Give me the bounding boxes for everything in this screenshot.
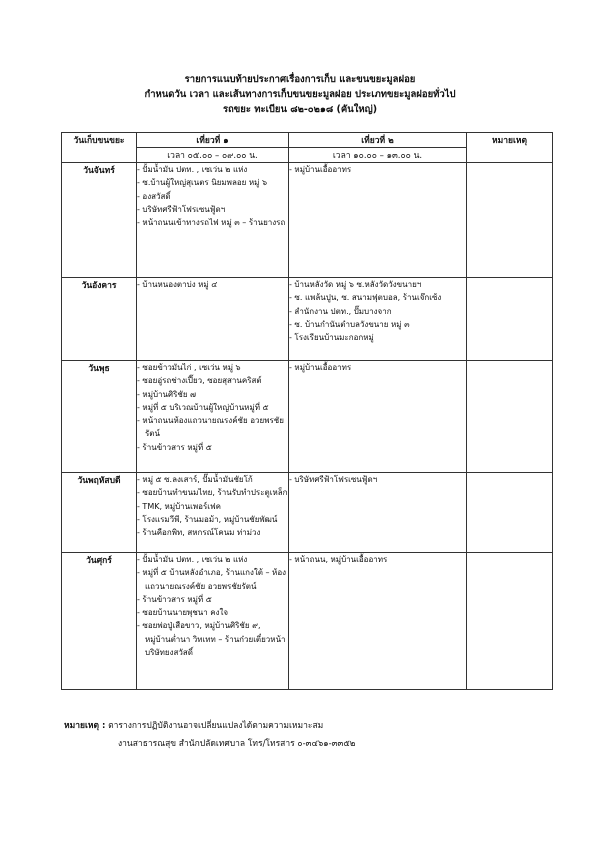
- collection-schedule-table: [61, 132, 553, 690]
- footnote: [64, 717, 355, 753]
- day-cell: วันพุธ: [62, 361, 137, 473]
- list-item: - ปั้มน้ำมัน ปตท. , เซเว่น ๒ แห่ง: [137, 165, 248, 174]
- day-cell: วันอังคาร: [62, 278, 137, 361]
- table-row: [62, 163, 553, 278]
- list-item: - องสวัสดิ์: [137, 191, 171, 201]
- round1-list: [137, 361, 288, 454]
- list-item: - หมู่ที่ ๕ บ้านหลังอำเภอ, ร้านแกงใต้ – ห้องแถวนายณรงค์ชัย อวยพรชัยรัตน์: [137, 568, 287, 591]
- round2-list: [289, 361, 466, 374]
- col-header-round1: เที่ยวที่ ๑: [137, 133, 289, 148]
- table-row: [62, 553, 553, 690]
- list-item: - ร้านข้าวสาร หมู่ที่ ๕: [137, 594, 212, 604]
- list-item: - หน้าถนน, หมู่บ้านเอื้ออาทร: [289, 555, 388, 564]
- round1-cell: [137, 553, 289, 690]
- round2-cell: [289, 278, 467, 361]
- list-item: - บริษัทศรีฟ้าโฟรเซนฟู้ดฯ: [289, 475, 378, 484]
- day-cell: วันจันทร์: [62, 163, 137, 278]
- list-item: - ซอยพ่อปู่เสือขาว, หมู่บ้านศิริชัย ๙, หมู่บ้านต่ำนา วิทเทท – ร้านก๋วยเตี๋ยวหน้าบริษัทยงสวัสดิ์: [137, 621, 286, 658]
- list-item: - ซ. บ้านกำนันตำบลวังขนาย หมู่ ๓: [289, 319, 410, 329]
- day-cell: วันพฤหัสบดี: [62, 473, 137, 553]
- round1-cell: [137, 361, 289, 473]
- round1-list: [137, 278, 288, 291]
- footnote-contact: งานสาธารณสุข สำนักปลัดเทศบาล โทร/โทรสาร ๐-๓๔๖๑-๓๓๕๒: [118, 739, 356, 749]
- time-round1: เวลา ๐๕.๐๐ – ๐๙.๐๐ น.: [137, 148, 289, 163]
- table-row: [62, 361, 553, 473]
- round2-cell: [289, 361, 467, 473]
- list-item: - โรงเรียนบ้านมะกอกหมู่: [289, 333, 374, 343]
- list-item: - โรงแรมวีพี, ร้านมอม้า, หมู่บ้านชัยพัฒน์: [137, 514, 278, 524]
- round1-list: [137, 473, 288, 539]
- round1-cell: [137, 278, 289, 361]
- footnote-label: หมายเหตุ :: [64, 721, 106, 731]
- note-cell: [467, 163, 553, 278]
- list-item: - TMK, หมู่บ้านเพอร์เฟค: [137, 501, 221, 511]
- round1-list: [137, 163, 288, 229]
- col-header-note: หมายเหตุ: [467, 133, 553, 163]
- list-item: - ซอยข้าวมันไก่ , เซเว่น หมู่ ๖: [137, 363, 241, 372]
- round1-list: [137, 553, 288, 659]
- list-item: - ซอยบ้านทำขนมไทย, ร้านรับทำประตูเหล็ก: [137, 488, 288, 498]
- list-item: - หน้าถนนห้องแถวนายณรงค์ชัย อวยพรชัยรัตน์: [137, 416, 284, 439]
- list-item: - ซ.บ้านผู้ใหญ่สุเนตร นิยมพลอย หมู่ ๖: [137, 178, 268, 188]
- list-item: - หมู่บ้านเอื้ออาทร: [289, 363, 352, 372]
- round2-list: [289, 553, 466, 566]
- list-item: - ร้านคือกพิท, สหกรณ์โคนม ท่าม่วง: [137, 528, 261, 538]
- round2-list: [289, 473, 466, 486]
- header-vehicle: รถขยะ ทะเบียน ๘๒-๐๒๑๘ (คันใหญ่): [222, 104, 378, 115]
- list-item: - หมู่ที่ ๕ บริเวณบ้านผู้ใหญ่บ้านหมู่ที่ ๕: [137, 402, 269, 412]
- list-item: - หมู่บ้านศิริชัย ๗: [137, 389, 197, 399]
- round2-cell: [289, 553, 467, 690]
- list-item: - ซอยบ้านนายพุชนา คงใจ: [137, 608, 229, 618]
- round2-list: [289, 278, 466, 344]
- list-item: - บ้านหลังวัด หมู่ ๖ ซ.หลังวัดวังขนายฯ: [289, 280, 422, 289]
- header-subtitle: กำหนดวัน เวลา และเส้นทางการเก็บขนขยะมูลฝอย ประเภทขยะมูลฝอยทั่วไป: [144, 89, 456, 100]
- list-item: - สำนักงาน ปตท., ปั๊มบางจาก: [289, 306, 392, 316]
- list-item: - หมู่บ้านเอื้ออาทร: [289, 165, 352, 174]
- time-round2: เวลา ๑๐.๐๐ – ๑๓.๐๐ น.: [289, 148, 467, 163]
- round2-cell: [289, 473, 467, 553]
- note-cell: [467, 361, 553, 473]
- note-cell: [467, 473, 553, 553]
- col-header-day: วันเก็บขนขยะ: [62, 133, 137, 163]
- list-item: - หน้าถนนเข้าทางรถไฟ หมู่ ๓ – ร้านยางรถ: [137, 218, 286, 228]
- list-item: - บริษัทศรีฟ้าโฟรเซนฟู้ดฯ: [137, 204, 226, 214]
- round2-cell: [289, 163, 467, 278]
- round1-cell: [137, 163, 289, 278]
- list-item: - ร้านข้าวสาร หมู่ที่ ๕: [137, 442, 212, 452]
- list-item: - บ้านหนองตาบ่ง หมู่ ๔: [137, 280, 218, 289]
- round2-list: [289, 163, 466, 176]
- table-row: [62, 278, 553, 361]
- note-cell: [467, 553, 553, 690]
- list-item: - ซ. แพล้นปูน, ซ. สนามฟุตบอล, ร้านเจ๊กเซ้ง: [289, 293, 442, 303]
- col-header-round2: เที่ยวที่ ๒: [289, 133, 467, 148]
- round1-cell: [137, 473, 289, 553]
- list-item: - หมู่ ๕ ซ.ลงเสาร์, ปั๊มน้ำมันชัยโก้: [137, 475, 253, 484]
- list-item: - ซอยอู่รถช่างเปี๊ยว, ซอยสุสานคริสต์: [137, 376, 262, 386]
- day-cell: วันศุกร์: [62, 553, 137, 690]
- note-cell: [467, 278, 553, 361]
- table-row: [62, 473, 553, 553]
- header-title: รายการแนบท้ายประกาศเรื่องการเก็บ และขนขยะมูลฝอย: [184, 74, 416, 85]
- footnote-text: ตารางการปฏิบัติงานอาจเปลี่ยนแปลงได้ตามความเหมาะสม: [108, 721, 324, 731]
- document-header: [0, 72, 600, 117]
- list-item: - ปั้มน้ำมัน ปตท. , เซเว่น ๒ แห่ง: [137, 555, 248, 564]
